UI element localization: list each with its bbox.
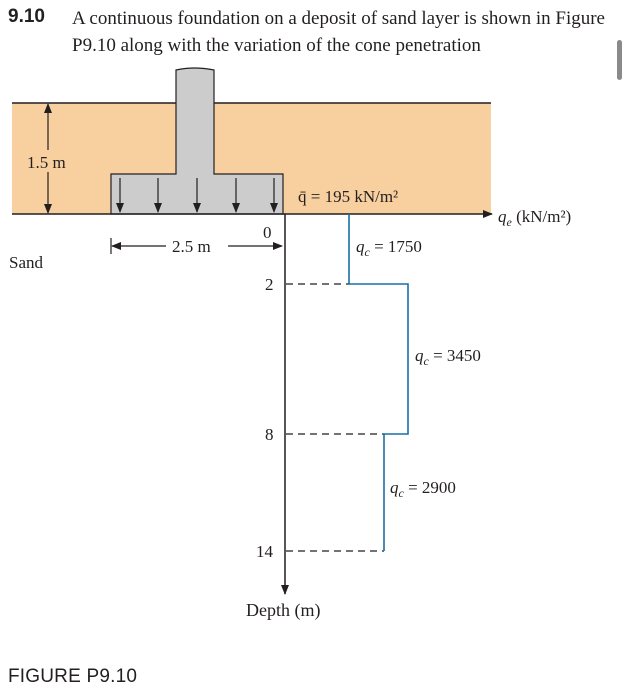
depth-tick-8: 8 bbox=[265, 425, 274, 444]
qc-axis-label: $q_e$ (kN/m²) bbox=[498, 207, 572, 229]
depth-axis-label: Depth (m) bbox=[246, 600, 321, 620]
qc-label-0-2: $q_c = 1750$ bbox=[356, 237, 422, 259]
qc-label-2-8: $q_c = 3450$ bbox=[415, 346, 481, 368]
depth-reference-lines bbox=[286, 284, 384, 551]
figure-caption: FIGURE P9.10 bbox=[8, 666, 138, 687]
depth-tick-2: 2 bbox=[265, 275, 274, 294]
depth-tick-0: 0 bbox=[263, 223, 272, 242]
depth-tick-14: 14 bbox=[256, 542, 273, 561]
soil-label: Sand bbox=[9, 253, 43, 272]
problem-statement: A continuous foundation on a deposit of sand layer is shown in Figure P9.10 along with the variation of the cone penetration bbox=[72, 8, 605, 56]
surcharge-label: q̄ = 195 kN/m² bbox=[298, 187, 399, 206]
problem-number: 9.10 bbox=[8, 6, 45, 27]
qc-label-8-14: $q_c = 2900$ bbox=[390, 478, 456, 500]
width-label: 2.5 m bbox=[172, 237, 211, 256]
embed-depth-label: 1.5 m bbox=[27, 153, 66, 172]
qc-profile-line bbox=[349, 214, 408, 551]
